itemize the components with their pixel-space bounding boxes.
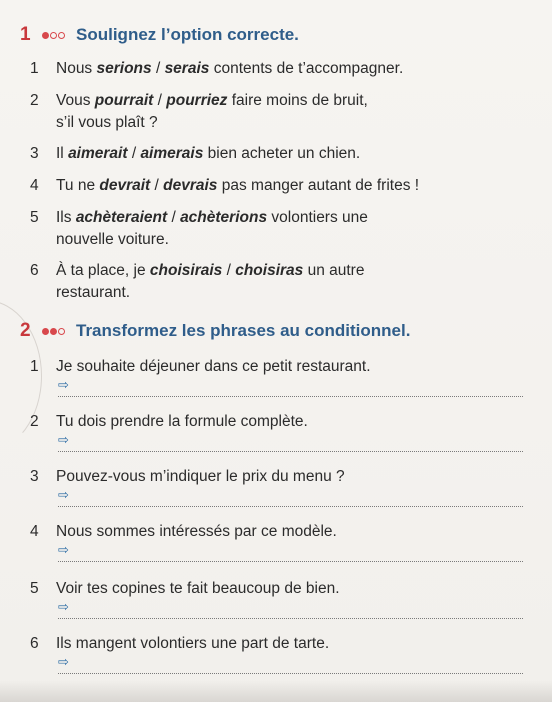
exercise-title: Soulignez l’option correcte. [76,25,299,44]
arrow-icon: ⇨ [58,377,69,392]
answer-line[interactable] [58,654,523,674]
exercise-1-header [20,22,299,48]
option-b[interactable]: choisiras [235,262,304,279]
arrow-icon: ⇨ [58,654,69,669]
exercise-title: Transformez les phrases au conditionnel. [76,321,411,340]
option-a[interactable]: pourrait [94,92,154,109]
exercise-number: 1 [20,24,31,45]
arrow-icon: ⇨ [58,487,69,502]
option-a[interactable]: choisirais [149,262,223,279]
difficulty-dots-icon [42,32,66,39]
option-a[interactable]: aimerait [68,145,128,162]
arrow-icon: ⇨ [58,542,69,557]
arrow-icon: ⇨ [58,432,69,447]
answer-line[interactable] [58,377,523,397]
answer-line[interactable] [58,432,523,452]
option-b[interactable]: pourriez [166,92,228,109]
exercise-number: 2 [20,320,31,341]
answer-line[interactable] [58,599,523,619]
answer-line[interactable] [58,542,523,562]
option-b[interactable]: achèterions [180,209,268,226]
page-edge-shadow [0,680,552,702]
exercise-2-header [20,318,410,344]
difficulty-dots-icon [42,328,66,335]
answer-line[interactable] [58,487,523,507]
arrow-icon: ⇨ [58,599,69,614]
workbook-page: 1 Soulignez l’option correcte. 1 Nous serions / serais contents de t’accompagner. 2 Vous pourrait / pourriez faire moins de bruit, s’il vous plaît ? 3 Il aimerait / aimerais bien acheter un chien. 4 Tu ne devrait / devrais pas manger autant de frites ! 5 Ils achèteraient / achèterions volontiers une nouvelle voiture. 6 À ta place, je choisirais / choisiras un autre restaurant. 2 Transformez les phrases au conditionnel. 1 Je souhaite déjeuner dans ce petit restaurant. ⇨ 2 Tu dois prendre la formule complète. ⇨ 3 Pouvez-vous m’indiquer le prix du menu ? ⇨ 4 Nous sommes intéressés par ce modèle. ⇨ 5 Voir tes copines te fait beaucoup de bien. ⇨ 6 Ils mangent volontiers une part de tarte. ⇨ [0,0,552,702]
option-b[interactable]: aimerais [140,145,204,162]
option-a[interactable]: achèteraient [75,209,168,226]
option-b[interactable]: devrais [163,177,218,194]
option-b[interactable]: serais [164,60,210,77]
option-a[interactable]: serions [96,60,152,77]
option-a[interactable]: devrait [99,177,151,194]
